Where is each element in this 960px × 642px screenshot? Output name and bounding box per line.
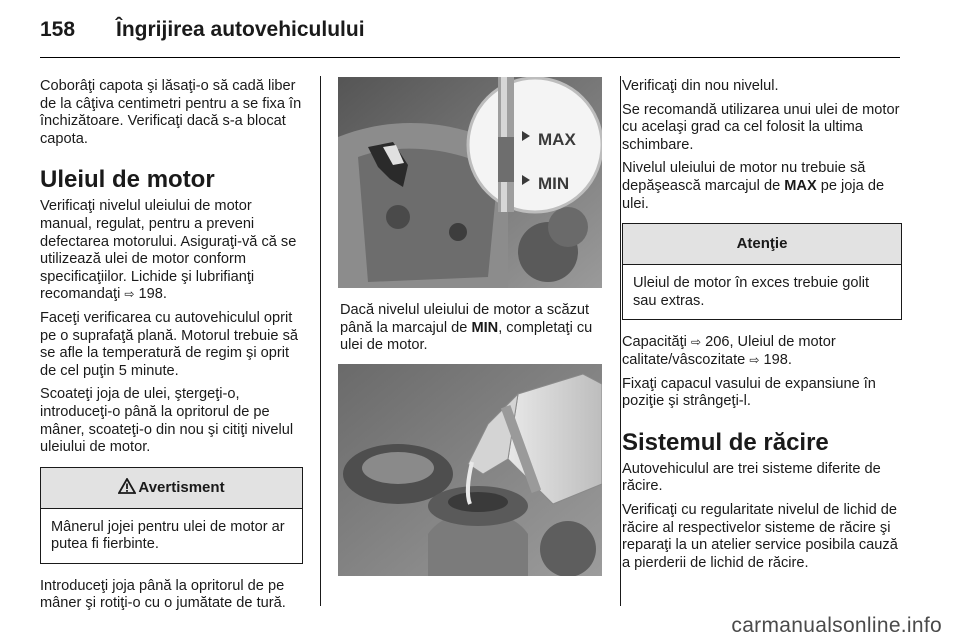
warning-box bbox=[40, 467, 303, 564]
attention-box-header: Atenţie bbox=[623, 224, 901, 265]
page-reference[interactable]: 206, Uleiul de motor calitate/vâscozitate bbox=[622, 334, 836, 368]
column-1 bbox=[40, 78, 303, 619]
paragraph-refill bbox=[340, 302, 602, 355]
page-reference[interactable]: 198. bbox=[138, 286, 167, 303]
header-rule bbox=[40, 57, 900, 58]
paragraph-cooling-systems: Autovehiculul are trei sisteme diferite de răcire. bbox=[622, 460, 881, 495]
column-3 bbox=[622, 78, 902, 578]
paragraph-max-level bbox=[622, 160, 902, 213]
paragraph-refill-end: , completaţi cu ulei de motor. bbox=[340, 319, 593, 354]
paragraph-check-oil-text: Verificaţi nivelul uleiului de motor manual, regulat, pentru a preveni defectarea motorului. Asiguraţi-vă că se utilizează ulei de motor conform specificaţiilor. Lichide şi lubrifianţi recomandaţi bbox=[40, 198, 297, 303]
page-header bbox=[40, 18, 365, 42]
paragraph-insert-dipstick: Introduceţi joja până la opritorul de pe mâner şi rotiţi-o cu o jumătate de tură. bbox=[40, 577, 286, 612]
paragraph-expansion-cap: Fixaţi capacul vasului de expansiune în poziţie şi strângeţi-l. bbox=[622, 375, 876, 410]
figure-pouring-oil bbox=[338, 364, 602, 576]
paragraph-recheck: Verificaţi din nou nivelul. bbox=[622, 78, 779, 94]
column-2-text bbox=[340, 302, 602, 361]
column-divider-2 bbox=[620, 76, 621, 606]
arrow-reference-icon: ⇨ bbox=[690, 335, 702, 350]
paragraph-conditions: Faceţi verificarea cu autovehiculul oprit pe o suprafaţă plană. Motorul trebuie să se afle la temperatură de regim şi oprit de cel puţin 5 minute. bbox=[40, 309, 298, 379]
warning-body: Mânerul jojei pentru ulei de motor ar putea fi fierbinte. bbox=[51, 518, 285, 553]
paragraph-dipstick: Scoateţi joja de ulei, ştergeţi-o, introduceţi-o până la opritorul de pe mâner, scoateţi-o din nou şi citiţi nivelul uleiului de motor. bbox=[40, 386, 294, 456]
attention-box bbox=[622, 223, 902, 320]
max-marker-text: MAX bbox=[784, 177, 817, 194]
label-max: MAX bbox=[538, 130, 576, 149]
paragraph-check-oil bbox=[40, 198, 303, 304]
arrow-reference-icon: ⇨ bbox=[749, 352, 760, 367]
paragraph-coolant-check: Verificaţi cu regularitate nivelul de lichid de răcire al respectivelor sisteme de răcire şi reparaţi la un atelier service posibila cauză a pierderii de lichid de răcire. bbox=[622, 501, 898, 571]
page-reference[interactable]: 198. bbox=[763, 351, 792, 368]
arrow-reference-icon: ⇨ bbox=[124, 287, 135, 302]
column-divider-1 bbox=[320, 76, 321, 606]
section-heading-engine-oil: Uleiul de motor bbox=[40, 166, 215, 194]
figure-dipstick bbox=[338, 77, 602, 288]
paragraph-max-level-text: Nivelul uleiului de motor nu trebuie să depăşească marcajul de bbox=[622, 160, 866, 194]
warning-title: Avertisment bbox=[138, 478, 225, 496]
label-min: MIN bbox=[538, 174, 570, 193]
warning-box-header bbox=[41, 468, 302, 509]
paragraph-hood: Coborâţi capota şi lăsaţi-o să cadă liber de la câţiva centimetri pentru a se fixa în închizătoare. Verificaţi dacă s-a blocat capota. bbox=[40, 78, 302, 147]
page-title: Îngrijirea autovehiculului bbox=[116, 18, 365, 41]
page-number: 158 bbox=[40, 18, 76, 41]
paragraph-refill-text: Dacă nivelul uleiului de motor a scăzut până la marcajul de bbox=[340, 302, 590, 336]
warning-triangle-icon bbox=[118, 478, 136, 494]
attention-body: Uleiul de motor în exces trebuie golit sau extras. bbox=[633, 275, 870, 309]
watermark: carmanualsonline.info bbox=[731, 614, 942, 637]
pouring-oil-illustration bbox=[338, 364, 602, 576]
capacities-label: Capacităţi bbox=[622, 334, 687, 351]
min-marker-text: MIN bbox=[471, 319, 499, 336]
section-heading-cooling-system: Sistemul de răcire bbox=[622, 428, 829, 456]
paragraph-max-level-end: pe joja de ulei. bbox=[622, 177, 885, 212]
paragraph-capacities bbox=[622, 334, 902, 369]
paragraph-oil-grade: Se recomandă utilizarea unui ulei de motor cu acelaşi grad ca cel folosit la ultima schimbare. bbox=[622, 101, 900, 153]
